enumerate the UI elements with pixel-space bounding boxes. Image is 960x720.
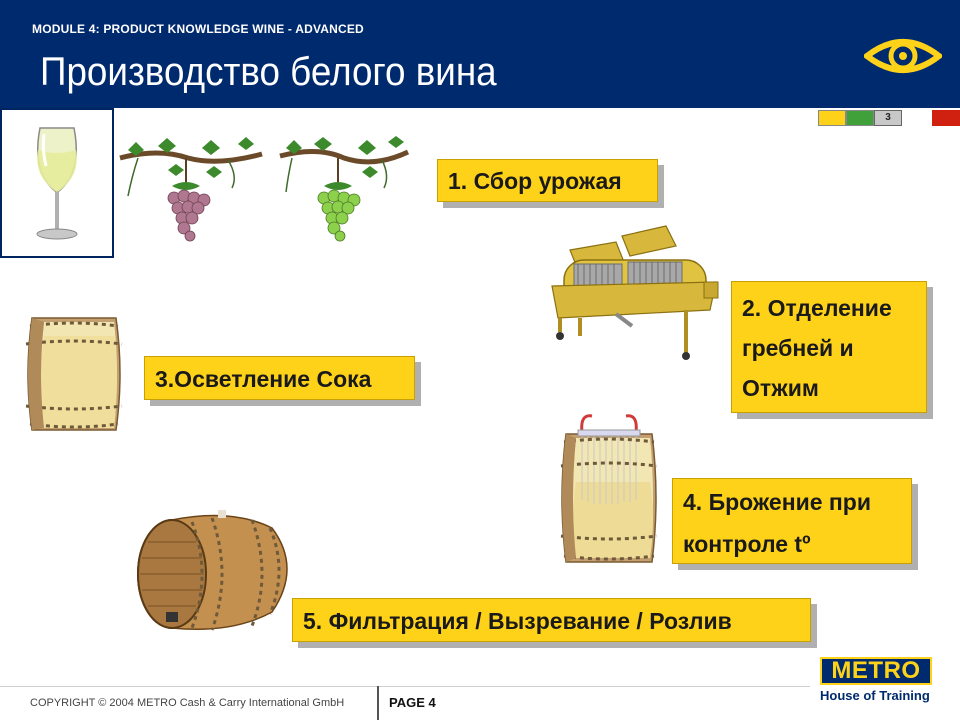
page-title: Производство белого вина bbox=[40, 50, 497, 94]
house-of-training-label: House of Training bbox=[820, 688, 930, 703]
red-grape-vine-icon bbox=[118, 136, 264, 246]
step-2-label bbox=[731, 281, 927, 413]
destemmer-press-icon bbox=[546, 222, 722, 364]
step-1-text: 1. Сбор урожая bbox=[448, 168, 622, 194]
step-4-line-1: 4. Брожение при bbox=[683, 489, 871, 515]
step-2-line-2: гребней и bbox=[742, 335, 854, 361]
progress-step-2 bbox=[846, 110, 874, 126]
step-2-line-1: 2. Отделение bbox=[742, 295, 892, 321]
step-1-label bbox=[437, 159, 658, 202]
page-number: PAGE 4 bbox=[389, 695, 436, 710]
eye-logo-icon bbox=[864, 34, 942, 78]
progress-step-1 bbox=[818, 110, 846, 126]
step-3-label bbox=[144, 356, 415, 400]
white-grape-vine-icon bbox=[278, 136, 410, 246]
step-5-label bbox=[292, 598, 811, 642]
footer-divider bbox=[0, 686, 810, 687]
copyright-text: COPYRIGHT © 2004 METRO Cash & Carry International GmbH bbox=[30, 697, 345, 709]
step-2-line-3: Отжим bbox=[742, 375, 819, 401]
header-bar bbox=[0, 0, 960, 108]
wine-glass-icon bbox=[2, 110, 112, 256]
module-title: MODULE 4: PRODUCT KNOWLEDGE WINE - ADVANCED bbox=[32, 22, 364, 36]
step-3-text: 3.Осветление Сока bbox=[155, 366, 372, 392]
wine-glass-frame bbox=[0, 108, 114, 258]
fermentation-barrel-icon bbox=[556, 412, 662, 570]
step-4-label bbox=[672, 478, 912, 564]
aging-barrel-icon bbox=[132, 508, 298, 634]
footer-separator bbox=[377, 686, 379, 720]
metro-logo: METRO bbox=[820, 657, 932, 685]
progress-step-4 bbox=[932, 110, 960, 126]
progress-step-current bbox=[874, 110, 902, 126]
progress-current-label: 3 bbox=[885, 112, 891, 123]
step-5-text: 5. Фильтрация / Вызревание / Розлив bbox=[303, 608, 732, 634]
step-4-line-2: контроле tº bbox=[683, 531, 811, 557]
clarification-barrel-icon bbox=[18, 308, 130, 440]
